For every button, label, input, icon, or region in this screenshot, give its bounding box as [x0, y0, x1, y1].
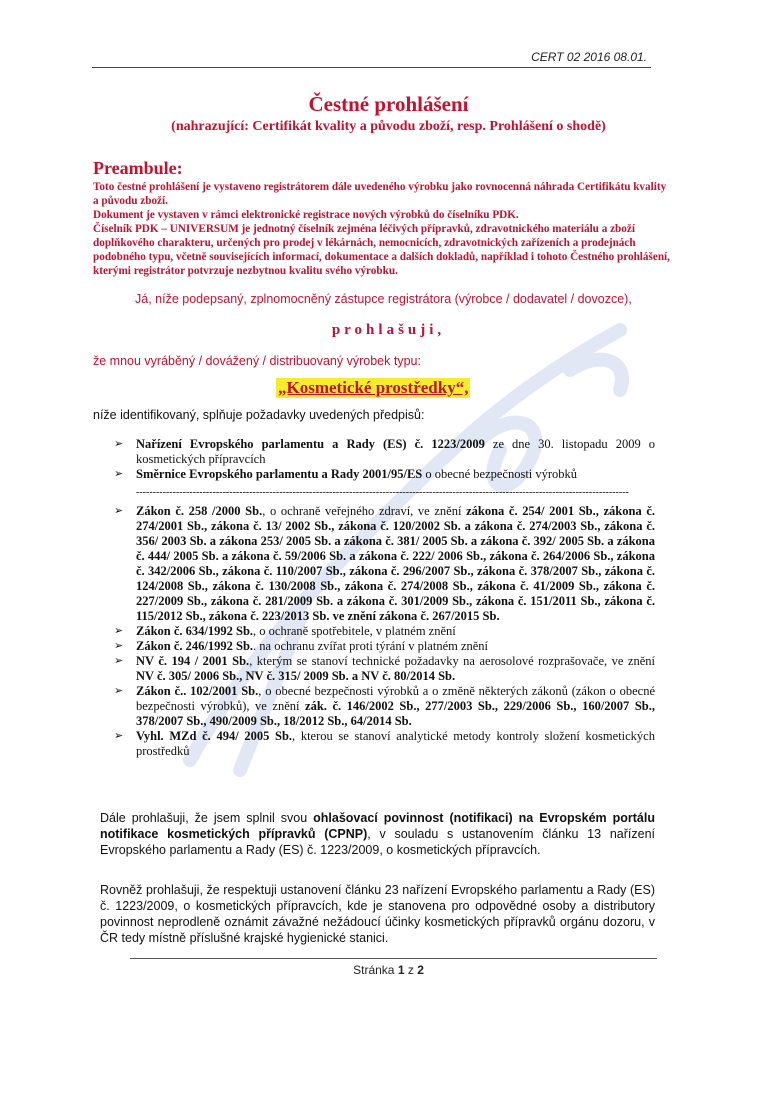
declaration-word: prohlašuji,	[331, 322, 446, 338]
footer-divider	[130, 958, 657, 959]
preamble-text	[93, 180, 673, 278]
page-separator: z	[404, 963, 418, 977]
regulation-amendments: zákona č. 254/ 2001 Sb., zákona č. 274/2001 Sb., zákona č. 13/ 2002 Sb., zákona č. 120/2002 Sb. a zákona č. 274/2003 Sb., zákona č. 356/ 2003 Sb. a zákona 253/ 2005 Sb. a zákona č. 381/ 2005 Sb. a zákona č. 392/ 2005 Sb. a zákona č. 444/ 2005 Sb. a zákona č. 59/2006 Sb. a zákona č. 222/ 2006 Sb., zákona č. 264/2006 Sb., zákona č. 342/2006 Sb., zákona č. 110/2007 Sb., zákona č. 296/2007 Sb., zákona č. 378/2007 Sb., zákona č. 124/2008 Sb., zákona č. 130/2008 Sb., zákona č. 274/2008 Sb., zákona č. 41/2009 Sb., zákona č. 227/2009 Sb., zákona č. 281/2009 Sb. a zákona č. 301/2009 Sb., zákona č. 151/2011 Sb., zákona č. 115/2012 Sb., zákona č. 223/2013 Sb. ve znění zákona č. 267/2015 Sb.	[136, 504, 655, 623]
regulation-text: , o ochraně veřejného zdraví, ve znění	[262, 504, 467, 518]
list-item	[110, 504, 655, 624]
preamble-heading: Preambule:	[93, 158, 183, 178]
preamble-paragraph-3: Číselník PDK – UNIVERSUM je jednotný číselník zejména léčivých přípravků, zdravotnického materiálu a zboží doplňkového charakteru, určených pro prodej v lékárnách, nemocnicích, zdravotnických zařízeních a prodejnách podobného typu, včetně souvisejících informací, dokumentace a dalších dokladů, například i tohoto Čestného prohlášení, kterými registrátor potvrzuje nezbytnou kvalitu svého výrobku.	[93, 223, 670, 277]
dashed-separator: ----------------------------------------------------------------------------------------------------------------------------------------------------	[136, 488, 629, 498]
list-item	[110, 624, 655, 639]
total-pages: 2	[417, 963, 424, 977]
regulation-amendments: zák. č. 146/2002 Sb., 277/2003 Sb., 229/2006 Sb., 160/2007 Sb., 378/2007 Sb., 490/2009 Sb., 18/2012 Sb., 64/2014 Sb.	[136, 699, 655, 728]
arrow-bullet-icon: ➢	[114, 625, 124, 637]
regulation-title: Vyhl. MZd č. 494/ 2005 Sb.	[136, 729, 293, 743]
product-type: „Kosmetické prostředky“,	[278, 378, 469, 397]
notification-paragraph	[100, 810, 655, 858]
paragraph-text: , v souladu s ustanovením článku 13 nařízení Evropského parlamentu a Rady (ES) č. 1223/2009, o kosmetických přípravcích.	[100, 827, 655, 857]
page-label: Stránka	[353, 963, 398, 977]
header-divider	[92, 67, 651, 68]
product-intro: že mnou vyráběný / dovážený / distribuovaný výrobek typu:	[93, 354, 421, 368]
paragraph-emphasis: ohlašovací povinnost (notifikaci) na Evropském portálu notifikace kosmetických přípravků (CPNP)	[100, 811, 655, 841]
page-number	[0, 963, 777, 977]
regulation-title: Zákon č. 246/1992 Sb.	[136, 639, 254, 653]
arrow-bullet-icon: ➢	[114, 505, 124, 517]
regulation-title: Zákon č. 634/1992 Sb.	[136, 624, 254, 638]
regulations-list	[110, 437, 655, 759]
current-page: 1	[397, 963, 405, 977]
list-item	[110, 729, 655, 759]
regulation-amendments: NV č. 305/ 2006 Sb., NV č. 315/ 2009 Sb. a NV č. 80/2014 Sb.	[136, 669, 456, 683]
preamble-paragraph-2: Dokument je vystaven v rámci elektronické registrace nových výrobků do číselníku PDK.	[93, 209, 519, 221]
regulation-text: ze dne 30. listopadu 2009 o kosmetických přípravcích	[136, 437, 655, 466]
preamble-paragraph-1: Toto čestné prohlášení je vystaveno registrátorem dále uvedeného výrobku jako rovnocenná náhrada Certifikátu kvality a původu zboží.	[93, 181, 667, 207]
regulation-text: , kterým se stanoví technické požadavky na aerosolové rozprašovače, ve znění	[249, 654, 655, 668]
regulation-title: NV č. 194 / 2001 Sb.	[136, 654, 250, 668]
list-item	[110, 467, 655, 482]
adverse-effects-paragraph: Rovněž prohlašuji, že respektuji ustanovení článku 23 nařízení Evropského parlamentu a Rady (ES) č. 1223/2009, o kosmetických přípravcích, kde je stanovena pro odpovědné osoby a distributory povinnost neprodleně oznámit závažné nežádoucí účinky kosmetických přípravků orgánu dozoru, v ČR tedy místně příslušné krajské hygienické stanici.	[100, 883, 655, 945]
arrow-bullet-icon: ➢	[114, 438, 124, 450]
list-item	[110, 639, 655, 654]
regulation-text: o obecné bezpečnosti výrobků	[422, 467, 578, 481]
document-title: Čestné prohlášení	[308, 92, 469, 116]
regulation-title: Zákon č. 258 /2000 Sb.	[136, 504, 263, 518]
arrow-bullet-icon: ➢	[114, 730, 124, 742]
paragraph-text: Dále prohlašuji, že jsem splnil svou	[100, 811, 314, 825]
list-item	[110, 437, 655, 467]
regulation-text: , o obecné bezpečnosti výrobků a o změně některých zákonů (zákon o obecné bezpečnosti výrobků), ve znění	[136, 684, 655, 713]
document-subtitle: (nahrazující: Certifikát kvality a původu zboží, resp. Prohlášení o shodě)	[171, 119, 606, 134]
regulation-title: Směrnice Evropského parlamentu a Rady 2001/95/ES	[136, 467, 423, 481]
arrow-bullet-icon: ➢	[114, 655, 124, 667]
undersigned-statement: Já, níže podepsaný, zplnomocněný zástupce registrátora (výrobce / dodavatel / dovozce),	[135, 292, 632, 306]
regulation-title: Nařízení Evropského parlamentu a Rady (ES) č. 1223/2009	[136, 437, 485, 451]
regulation-text: , kterou se stanoví analytické metody kontroly složení kosmetických prostředků	[136, 729, 655, 758]
compliance-intro: níže identifikovaný, splňuje požadavky uvedených předpisů:	[93, 408, 425, 422]
regulation-title: Zákon č.. 102/2001 Sb.	[136, 684, 259, 698]
list-item	[110, 654, 655, 684]
list-item	[110, 684, 655, 729]
arrow-bullet-icon: ➢	[114, 685, 124, 697]
arrow-bullet-icon: ➢	[114, 640, 124, 652]
document-code: CERT 02 2016 08.01.	[531, 50, 647, 64]
regulation-text: , o ochraně spotřebitele, v platném znění	[253, 624, 456, 638]
arrow-bullet-icon: ➢	[114, 468, 124, 480]
regulation-text: . na ochranu zvířat proti týrání v platném znění	[253, 639, 489, 653]
